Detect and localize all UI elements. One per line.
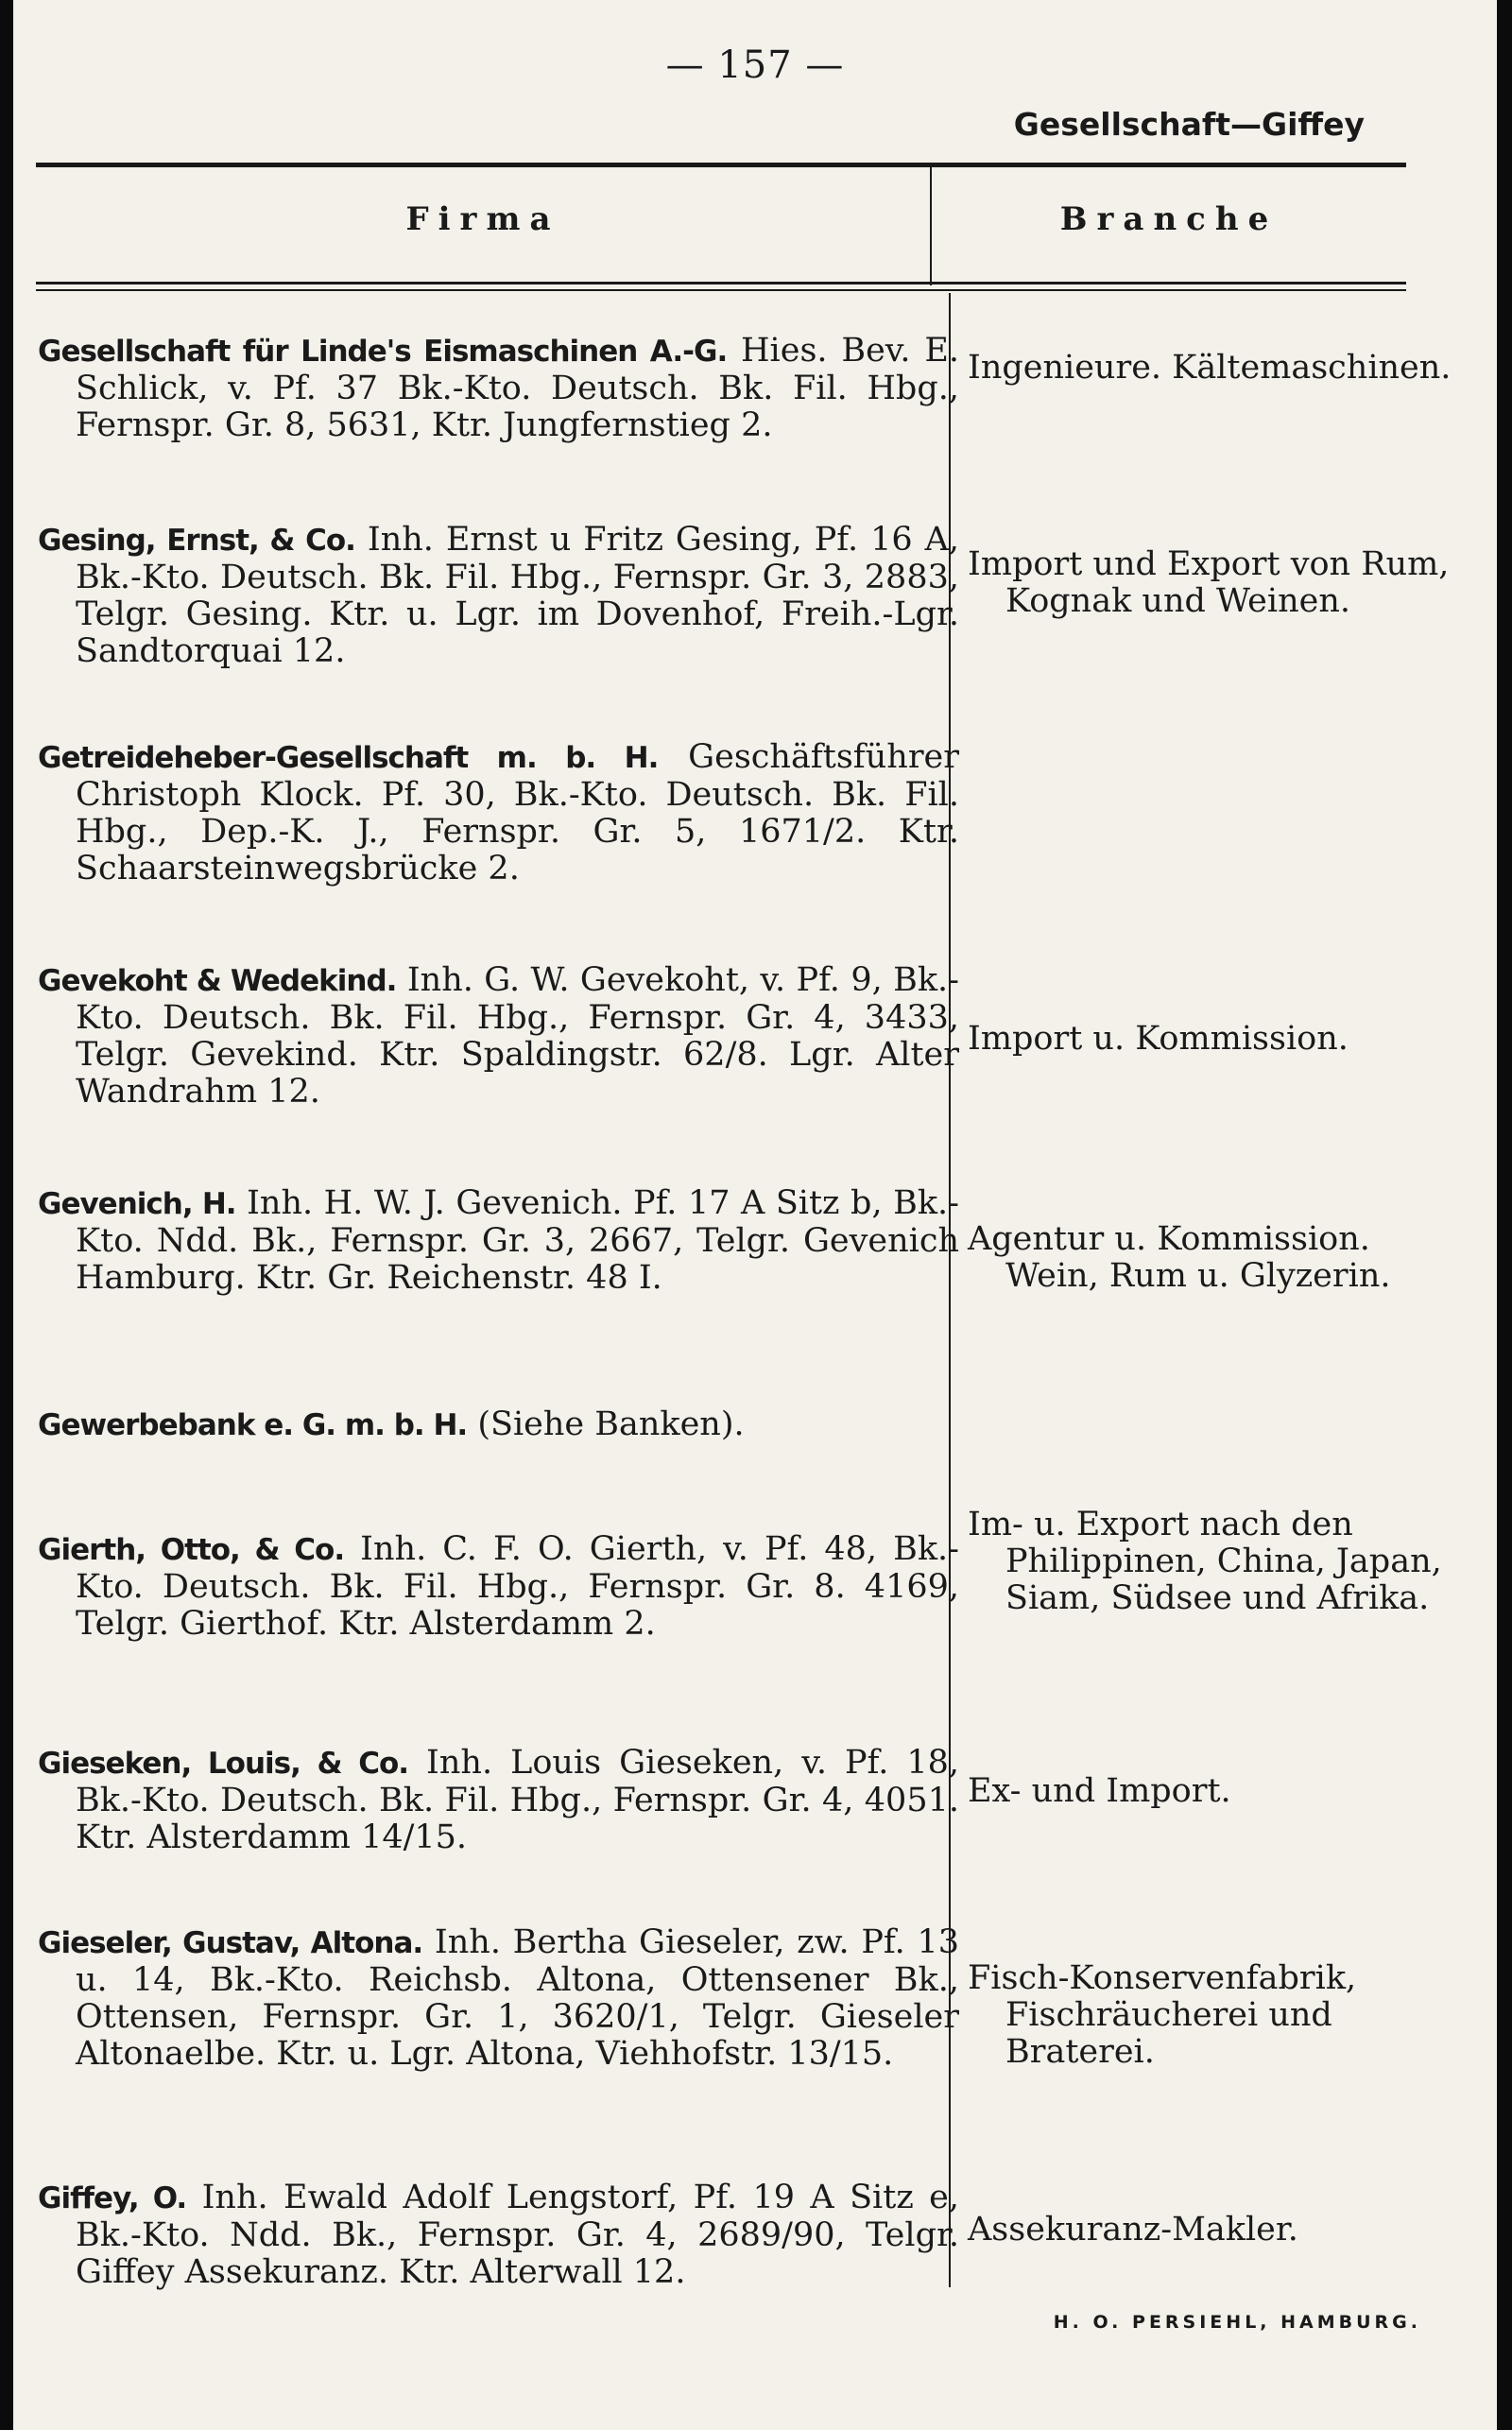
firm-details: Inh. Bertha Gieseler, zw. Pf. 13 u. 14, Bk.-Kto. Reichsb. Altona, Ottensener Bk., Ottensen, Fernspr. Gr. 1, 3620/1, Telgr. Gieseler Altonaelbe. Ktr. u. Lgr. Altona, Viehhofstr. 13/15. xyxy=(76,1923,959,2073)
firm-name: Gierth, Otto, & Co. xyxy=(38,1533,345,1567)
firm-name: Gewerbebank e. G. m. b. H. xyxy=(38,1408,468,1442)
firm-details: Inh. Ewald Adolf Lengstorf, Pf. 19 A Sitz e, Bk.-Kto. Ndd. Bk., Fernspr. Gr. 4, 2689/90, Telgr. Giffey Assekuranz. Ktr. Alterwall 12. xyxy=(76,2179,959,2291)
firm-details: Hies. Bev. E. Schlick, v. Pf. 37 Bk.-Kto. Deutsch. Bk. Fil. Hbg., Fernspr. Gr. 8, 5631, Ktr. Jungfernstieg 2. xyxy=(76,332,959,444)
firm-name: Gieseken, Louis, & Co. xyxy=(38,1747,409,1781)
entry-giffey xyxy=(38,2180,959,2291)
double-rule-lower xyxy=(36,289,1406,291)
branche-gieseken: Ex- und Import. xyxy=(968,1772,1231,1810)
firm-details: Inh. Louis Gieseken, v. Pf. 18, Bk.-Kto. Deutsch. Bk. Fil. Hbg., Fernspr. Gr. 4, 4051. Ktr. Alsterdamm 14/15. xyxy=(76,1744,960,1856)
firm-name: Gevekoht & Wedekind. xyxy=(38,964,397,998)
firm-name: Gieseler, Gustav, Altona. xyxy=(38,1926,423,1960)
branche-gieseler: Fisch-Konservenfabrik, Fischräucherei und Braterei. xyxy=(968,1959,1357,2071)
entry-gewerbebank xyxy=(38,1406,959,1444)
firm-details: Inh. C. F. O. Gierth, v. Pf. 48, Bk.-Kto. Deutsch. Bk. Fil. Hbg., Fernspr. Gr. 8. 4169, Telgr. Gierthof. Ktr. Alsterdamm 2. xyxy=(76,1530,959,1643)
branche-gevekoht: Import u. Kommission. xyxy=(968,1020,1349,1058)
firm-details: Inh. H. W. J. Gevenich. Pf. 17 A Sitz b, Bk.-Kto. Ndd. Bk., Fernspr. Gr. 3, 2667, Telgr. Gevenich Hamburg. Ktr. Gr. Reichenstr. 48 I. xyxy=(76,1184,959,1297)
top-rule xyxy=(36,163,1406,167)
entry-gevenich xyxy=(38,1185,959,1297)
column-header-branche: Branche xyxy=(1059,200,1279,238)
page-number: — 157 — xyxy=(665,43,845,87)
entry-gesing xyxy=(38,522,959,670)
branche-giffey: Assekuranz-Makler. xyxy=(968,2211,1298,2249)
double-rule-upper xyxy=(36,282,1406,284)
branche-gevenich: Agentur u. Kommission. Wein, Rum u. Glyzerin. xyxy=(968,1220,1391,1295)
column-header-firma: Firma xyxy=(405,200,560,238)
directory-page xyxy=(13,0,1497,2430)
firm-details: Geschäftsführer Christoph Klock. Pf. 30, Bk.-Kto. Deutsch. Bk. Fil. Hbg., Dep.-K. J., Fernspr. Gr. 5, 1671/2. Ktr. Schaarsteinwegsbrücke 2. xyxy=(76,738,960,888)
firm-details: (Siehe Banken). xyxy=(467,1405,745,1443)
entry-getreideheber xyxy=(38,739,959,888)
firm-name: Giffey, O. xyxy=(38,2181,187,2215)
running-head: Gesellschaft—Giffey xyxy=(1013,106,1365,143)
firm-details: Inh. G. W. Gevekoht, v. Pf. 9, Bk.-Kto. Deutsch. Bk. Fil. Hbg., Fernspr. Gr. 4, 3433, Telgr. Gevekind. Ktr. Spaldingstr. 62/8. Lgr. Alter Wandrahm 12. xyxy=(76,961,959,1111)
firm-name: Gesellschaft für Linde's Eismaschinen A.-G. xyxy=(38,335,728,369)
branche-gesing: Import und Export von Rum, Kognak und Weinen. xyxy=(968,545,1450,620)
entry-gevekoht xyxy=(38,962,959,1111)
printer-imprint: H. O. PERSIEHL, HAMBURG. xyxy=(1053,2312,1421,2333)
entry-gierth xyxy=(38,1531,959,1643)
firm-details: Inh. Ernst u Fritz Gesing, Pf. 16 A, Bk.-Kto. Deutsch. Bk. Fil. Hbg., Fernspr. Gr. 3, 2883, Telgr. Gesing. Ktr. u. Lgr. im Dovenhof, Freih.-Lgr. Sandtorquai 12. xyxy=(76,521,959,670)
branche-gierth: Im- u. Export nach den Philippinen, China, Japan, Siam, Südsee und Afrika. xyxy=(968,1506,1442,1617)
firm-name: Getreideheber-Gesellschaft m. b. H. xyxy=(38,741,659,775)
firm-name: Gesing, Ernst, & Co. xyxy=(38,524,355,558)
entry-linde xyxy=(38,333,959,444)
entry-gieseler xyxy=(38,1924,959,2073)
firm-name: Gevenich, H. xyxy=(38,1187,236,1221)
branche-linde: Ingenieure. Kältemaschinen. xyxy=(968,349,1452,387)
entry-gieseken xyxy=(38,1745,959,1856)
